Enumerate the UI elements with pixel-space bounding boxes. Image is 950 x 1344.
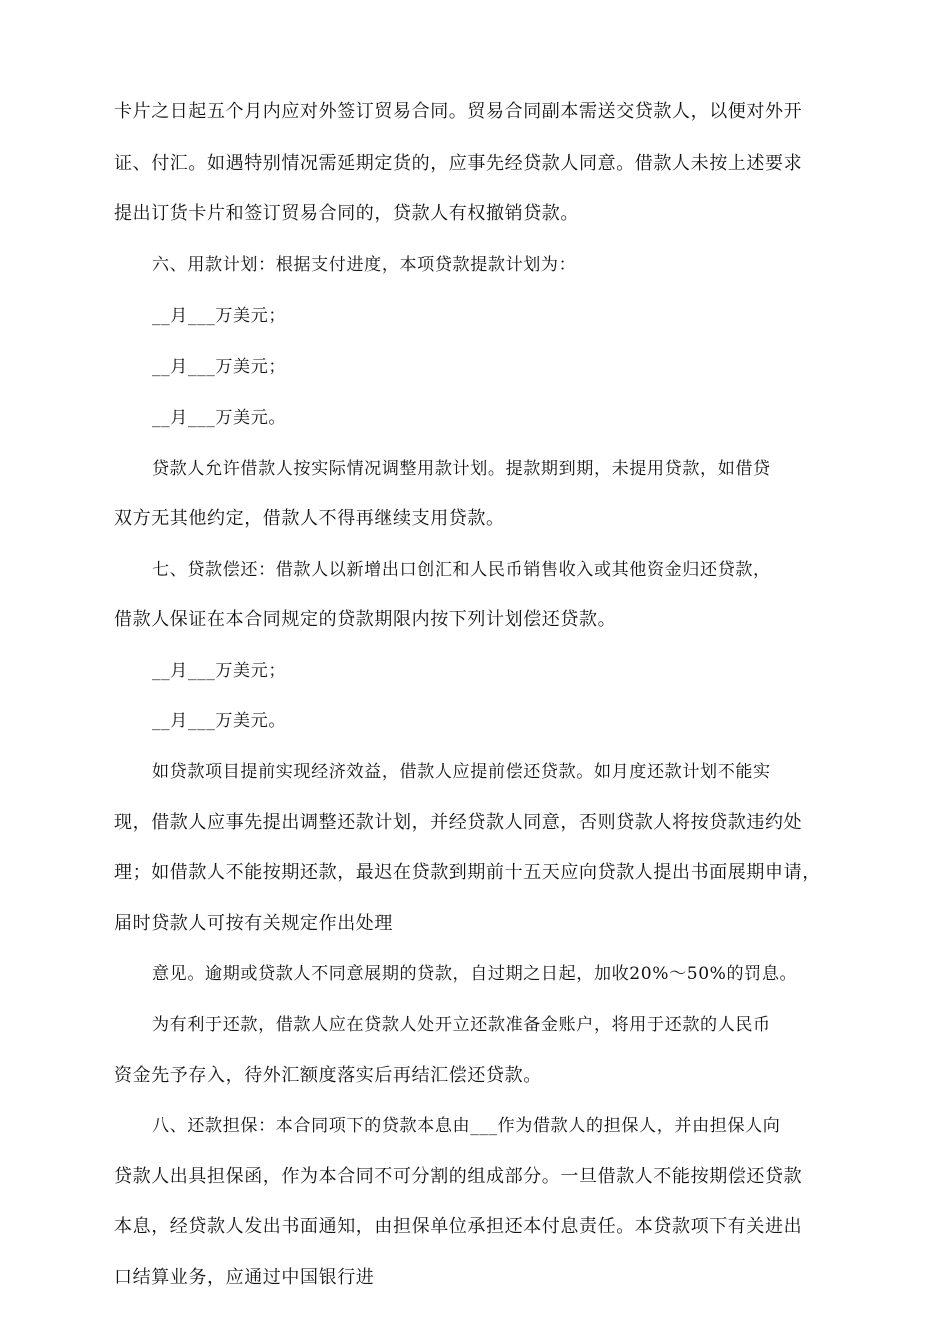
text-line: 本息，经贷款人发出书面通知，由担保单位承担还本付息责任。本贷款项下有关进出: [114, 1216, 803, 1237]
text-line: 现，借款人应事先提出调整还款计划，并经贷款人同意，否则贷款人将按贷款违约处: [114, 812, 803, 833]
schedule-line: __月___万美元。: [152, 711, 287, 731]
text-line: 为有利于还款，借款人应在贷款人处开立还款准备金账户，将用于还款的人民币: [152, 1015, 771, 1035]
text-line: 理；如借款人不能按期还款，最迟在贷款到期前十五天应向贷款人提出书面展期申请，: [114, 862, 821, 883]
schedule-line: __月___万美元；: [152, 661, 287, 681]
text-line: 借款人保证在本合同规定的贷款期限内按下列计划偿还贷款。: [114, 609, 617, 630]
section-heading-8: 八、还款担保：本合同项下的贷款本息由___作为借款人的担保人，并由担保人向: [152, 1116, 781, 1136]
schedule-line: __月___万美元；: [152, 357, 287, 377]
text-line: 资金先予存入，待外汇额度落实后再结汇偿还贷款。: [114, 1065, 542, 1086]
text-line: 证、付汇。如遇特别情况需延期定货的，应事先经贷款人同意。借款人未按上述要求: [114, 153, 803, 174]
section-heading-7: 七、贷款偿还：借款人以新增出口创汇和人民币销售收入或其他资金归还贷款，: [152, 560, 771, 580]
text-line: 提出订货卡片和签订贸易合同的，贷款人有权撤销贷款。: [114, 203, 579, 224]
text-line: 意见。逾期或贷款人不同意展期的贷款，自过期之日起，加收20%～50%的罚息。: [152, 964, 798, 984]
text-line: 届时贷款人可按有关规定作出处理: [114, 913, 393, 934]
text-line: 口结算业务，应通过中国银行进: [114, 1267, 375, 1288]
text-line: 贷款人允许借款人按实际情况调整用款计划。提款期到期，未提用贷款，如借贷: [152, 459, 771, 479]
text-line: 如贷款项目提前实现经济效益，借款人应提前偿还贷款。如月度还款计划不能实: [152, 762, 771, 782]
section-heading-6: 六、用款计划：根据支付进度，本项贷款提款计划为：: [152, 255, 577, 275]
schedule-line: __月___万美元；: [152, 306, 287, 326]
text-line: 卡片之日起五个月内应对外签订贸易合同。贸易合同副本需送交贷款人，以便对外开: [114, 101, 803, 122]
text-line: 双方无其他约定，借款人不得再继续支用贷款。: [114, 508, 505, 529]
schedule-line: __月___万美元。: [152, 408, 287, 428]
text-line: 贷款人出具担保函，作为本合同不可分割的组成部分。一旦借款人不能按期偿还贷款: [114, 1166, 803, 1187]
